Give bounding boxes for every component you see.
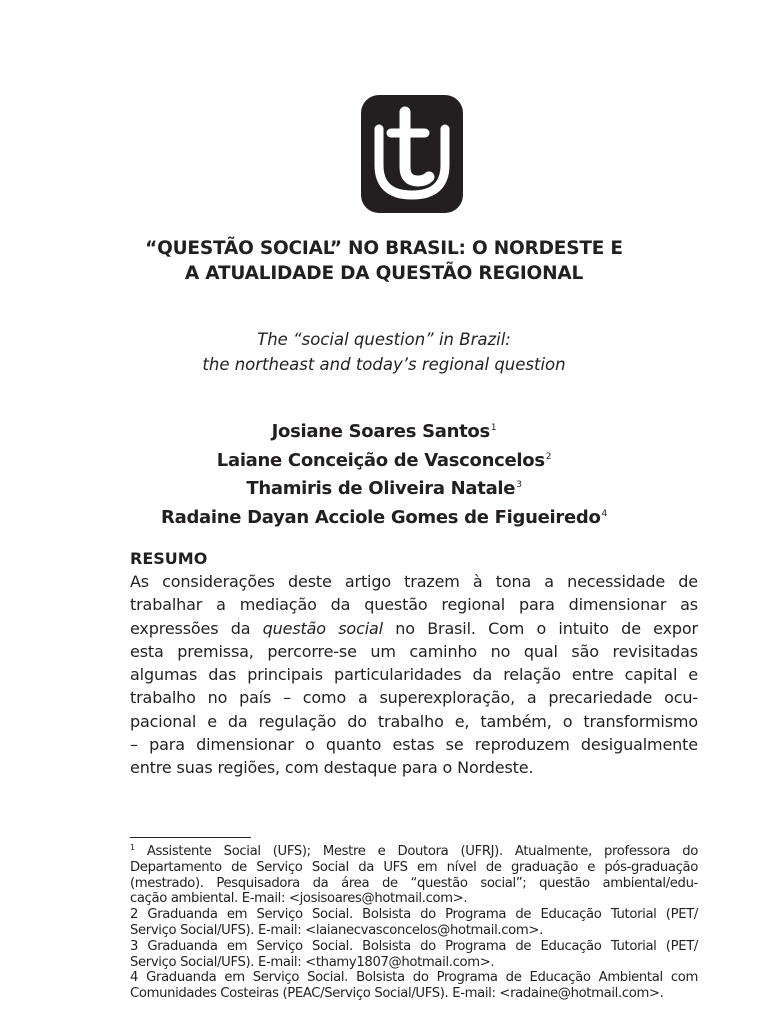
author-name: Josiane Soares Santos — [271, 421, 490, 442]
author-name: Thamiris de Oliveira Natale — [246, 478, 516, 499]
footnote-mark: 2 — [545, 451, 552, 462]
abstract-line: As considerações deste artigo trazem à tona a necessidade de — [130, 572, 698, 591]
abstract-line: algumas das principais particularidades da relação entre capital e — [130, 665, 698, 685]
author-name: Radaine Dayan Acciole Gomes de Figueiredo — [161, 506, 601, 528]
abstract-text: expressões da — [130, 618, 263, 638]
footnote-2-line: 2 Graduanda em Serviço Social. Bolsista do Programa de Educação Tutorial (PET/ — [130, 907, 698, 923]
footnote-3-line: Serviço Social/UFS). E-mail: <thamy1807@hotmail.com>. — [130, 954, 495, 970]
footnote-3-line: 3 Graduanda em Serviço Social. Bolsista do Programa de Educação Tutorial (PET/ — [130, 938, 698, 954]
title-line-1: “QUESTÃO SOCIAL” NO BRASIL: O NORDESTE E — [145, 238, 623, 259]
footnote-4-line: Comunidades Costeiras (PEAC/Serviço Social/UFS). E-mail: <radaine@hotmail.com>. — [130, 986, 664, 1002]
article-title — [0, 236, 768, 286]
english-title-line-2: the northeast and today’s regional question — [202, 355, 566, 374]
footnote-1-line: Departamento de Serviço Social da UFS em nível de graduação e pós-graduação — [130, 859, 698, 875]
abstract-line: trabalhar a mediação da questão regional para dimensionar as — [130, 595, 698, 615]
abstract-line: pacional e da regulação do trabalho e, também, o transformismo — [130, 711, 698, 731]
footnotes — [130, 840, 698, 1002]
abstract-line: entre suas regiões, com destaque para o Nordeste. — [130, 758, 534, 778]
footnote-text: Assistente Social (UFS); Mestre e Doutora (UFRJ). Atualmente, professora do — [134, 844, 698, 859]
author-1 — [0, 416, 768, 445]
abstract-line: – para dimensionar o quanto estas se reproduzem desigualmente — [130, 735, 698, 755]
footnote-mark: 3 — [516, 480, 522, 490]
footnote-1-line: cação ambiental. E-mail: <josisoares@hotmail.com>. — [130, 891, 468, 907]
journal-logo-icon — [361, 95, 463, 213]
english-title-line-1: The “social question” in Brazil: — [257, 330, 511, 349]
abstract-line: esta premissa, percorre-se um caminho no qual são revisitadas — [130, 641, 698, 661]
footnote-mark: 4 — [601, 508, 607, 519]
footnote-1-line: (mestrado). Pesquisadora da área de “questão social”; questão ambiental/edu- — [130, 875, 698, 891]
footnote-mark: 1 — [130, 843, 135, 852]
title-line-2: A ATUALIDADE DA QUESTÃO REGIONAL — [184, 263, 584, 284]
abstract-body — [130, 570, 698, 780]
author-3 — [0, 473, 768, 502]
english-title — [0, 327, 768, 377]
author-2 — [0, 445, 768, 474]
author-4 — [0, 502, 768, 531]
footnote-1-line — [130, 840, 698, 860]
abstract-line: trabalho no país – como a superexploração, a precariedade ocu- — [130, 688, 698, 708]
abstract-line — [130, 617, 698, 640]
footnote-divider — [130, 837, 251, 838]
abstract-italic-term: questão social — [262, 618, 383, 638]
author-list — [0, 416, 768, 530]
abstract-text: no Brasil. Com o intuito de expor — [382, 618, 698, 638]
footnote-mark: 1 — [490, 423, 497, 433]
abstract-heading: RESUMO — [130, 549, 208, 568]
footnote-2-line: Serviço Social/UFS). E-mail: <laianecvasconcelos@hotmail.com>. — [130, 922, 543, 938]
abstract-section — [130, 547, 698, 780]
author-name: Laiane Conceição de Vasconcelos — [216, 449, 545, 471]
footnote-4-line: 4 Graduanda em Serviço Social. Bolsista do Programa de Educação Ambiental com — [130, 970, 698, 986]
